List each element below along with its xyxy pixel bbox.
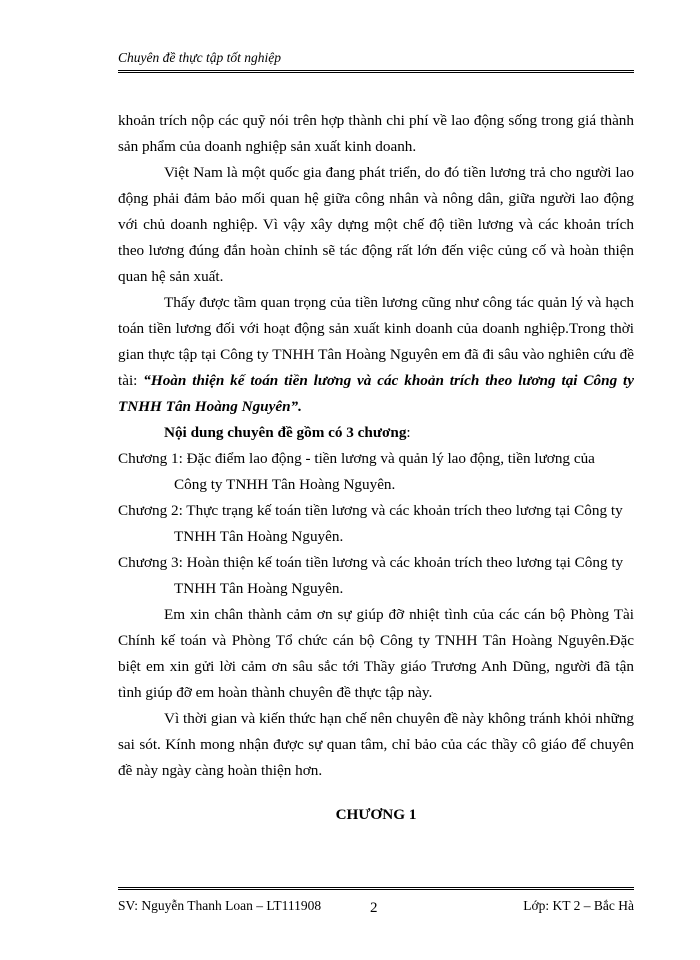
document-body (118, 108, 634, 828)
contents-heading-text: Nội dung chuyên đề gồm có 3 chương (164, 424, 407, 441)
chapter-1-line1: Chương 1: Đặc điểm lao động - tiền lương và quản lý lao động, tiền lương của (118, 450, 595, 467)
chapter-list-item-1 (118, 446, 634, 498)
header-divider (118, 70, 634, 71)
chapter-2-line1: Chương 2: Thực trạng kế toán tiền lương và các khoản trích theo lương tại Công ty (118, 502, 623, 519)
paragraph-3 (118, 290, 634, 420)
chapter-3-line2: TNHH Tân Hoàng Nguyên. (174, 580, 344, 597)
paragraph-3-text: Thấy được tầm quan trọng của tiền lương cũng như công tác quản lý và hạch toán tiền lương đối với hoạt động sản xuất kinh doanh của doanh nghiệp.Trong thời gian thực tập tại Công ty TNHH Tân Hoàng Nguyên em đã đi sâu vào nghiên cứu đề tài: (118, 294, 634, 389)
footer-divider (118, 889, 634, 890)
paragraph-2: Việt Nam là một quốc gia đang phát triển, do đó tiền lương trả cho người lao động phải đảm bảo mối quan hệ giữa công nhân và nông dân, giữa người lao động với chủ doanh nghiệp. Vì vậy xây dựng một chế độ tiền lương và các khoản trích theo lương đúng đắn hoàn chỉnh sẽ tác động rất lớn đến việc củng cố và hoàn thiện quan hệ sản xuất. (118, 164, 634, 285)
page-header (118, 50, 634, 69)
chapter-2-line2: TNHH Tân Hoàng Nguyên. (174, 528, 344, 545)
paragraph-1: khoản trích nộp các quỹ nói trên hợp thành chi phí về lao động sống trong giá thành sản phẩm của doanh nghiệp sản xuất kinh doanh. (118, 112, 634, 155)
contents-heading (118, 420, 634, 446)
paragraph-acknowledgement: Em xin chân thành cảm ơn sự giúp đỡ nhiệt tình của các cán bộ Phòng Tài Chính kế toán và Phòng Tổ chức cán bộ Công ty TNHH Tân Hoàng Nguyên.Đặc biệt em xin gửi lời cảm ơn sâu sắc tới Thầy giáo Trương Anh Dũng, người đã tận tình giúp đỡ em hoàn thành chuyên đề thực tập này. (118, 606, 634, 701)
chapter-3-line1: Chương 3: Hoàn thiện kế toán tiền lương và các khoản trích theo lương tại Công ty (118, 554, 624, 571)
chapter-list-item-3 (118, 550, 634, 602)
page-number: 2 (370, 900, 378, 916)
chapter-list-item-2 (118, 498, 634, 550)
header-title: Chuyên đề thực tập tốt nghiệp (118, 50, 281, 65)
thesis-topic: “Hoàn thiện kế toán tiền lương và các khoản trích theo lương tại Công ty TNHH Tân Hoàng Nguyên”. (118, 372, 635, 415)
chapter-1-line2: Công ty TNHH Tân Hoàng Nguyên. (174, 476, 396, 493)
footer-student: SV: Nguyễn Thanh Loan – LT111908 (118, 898, 322, 913)
paragraph-closing: Vì thời gian và kiến thức hạn chế nên chuyên đề này không tránh khỏi những sai sót. Kính mong nhận được sự quan tâm, chỉ bảo của các thầy cô giáo để chuyên đề này ngày càng hoàn thiện hơn. (118, 710, 634, 779)
footer-class: Lớp: KT 2 – Bắc Hà (523, 898, 634, 913)
chapter-heading: CHƯƠNG 1 (335, 806, 417, 823)
contents-heading-colon: : (406, 424, 411, 441)
